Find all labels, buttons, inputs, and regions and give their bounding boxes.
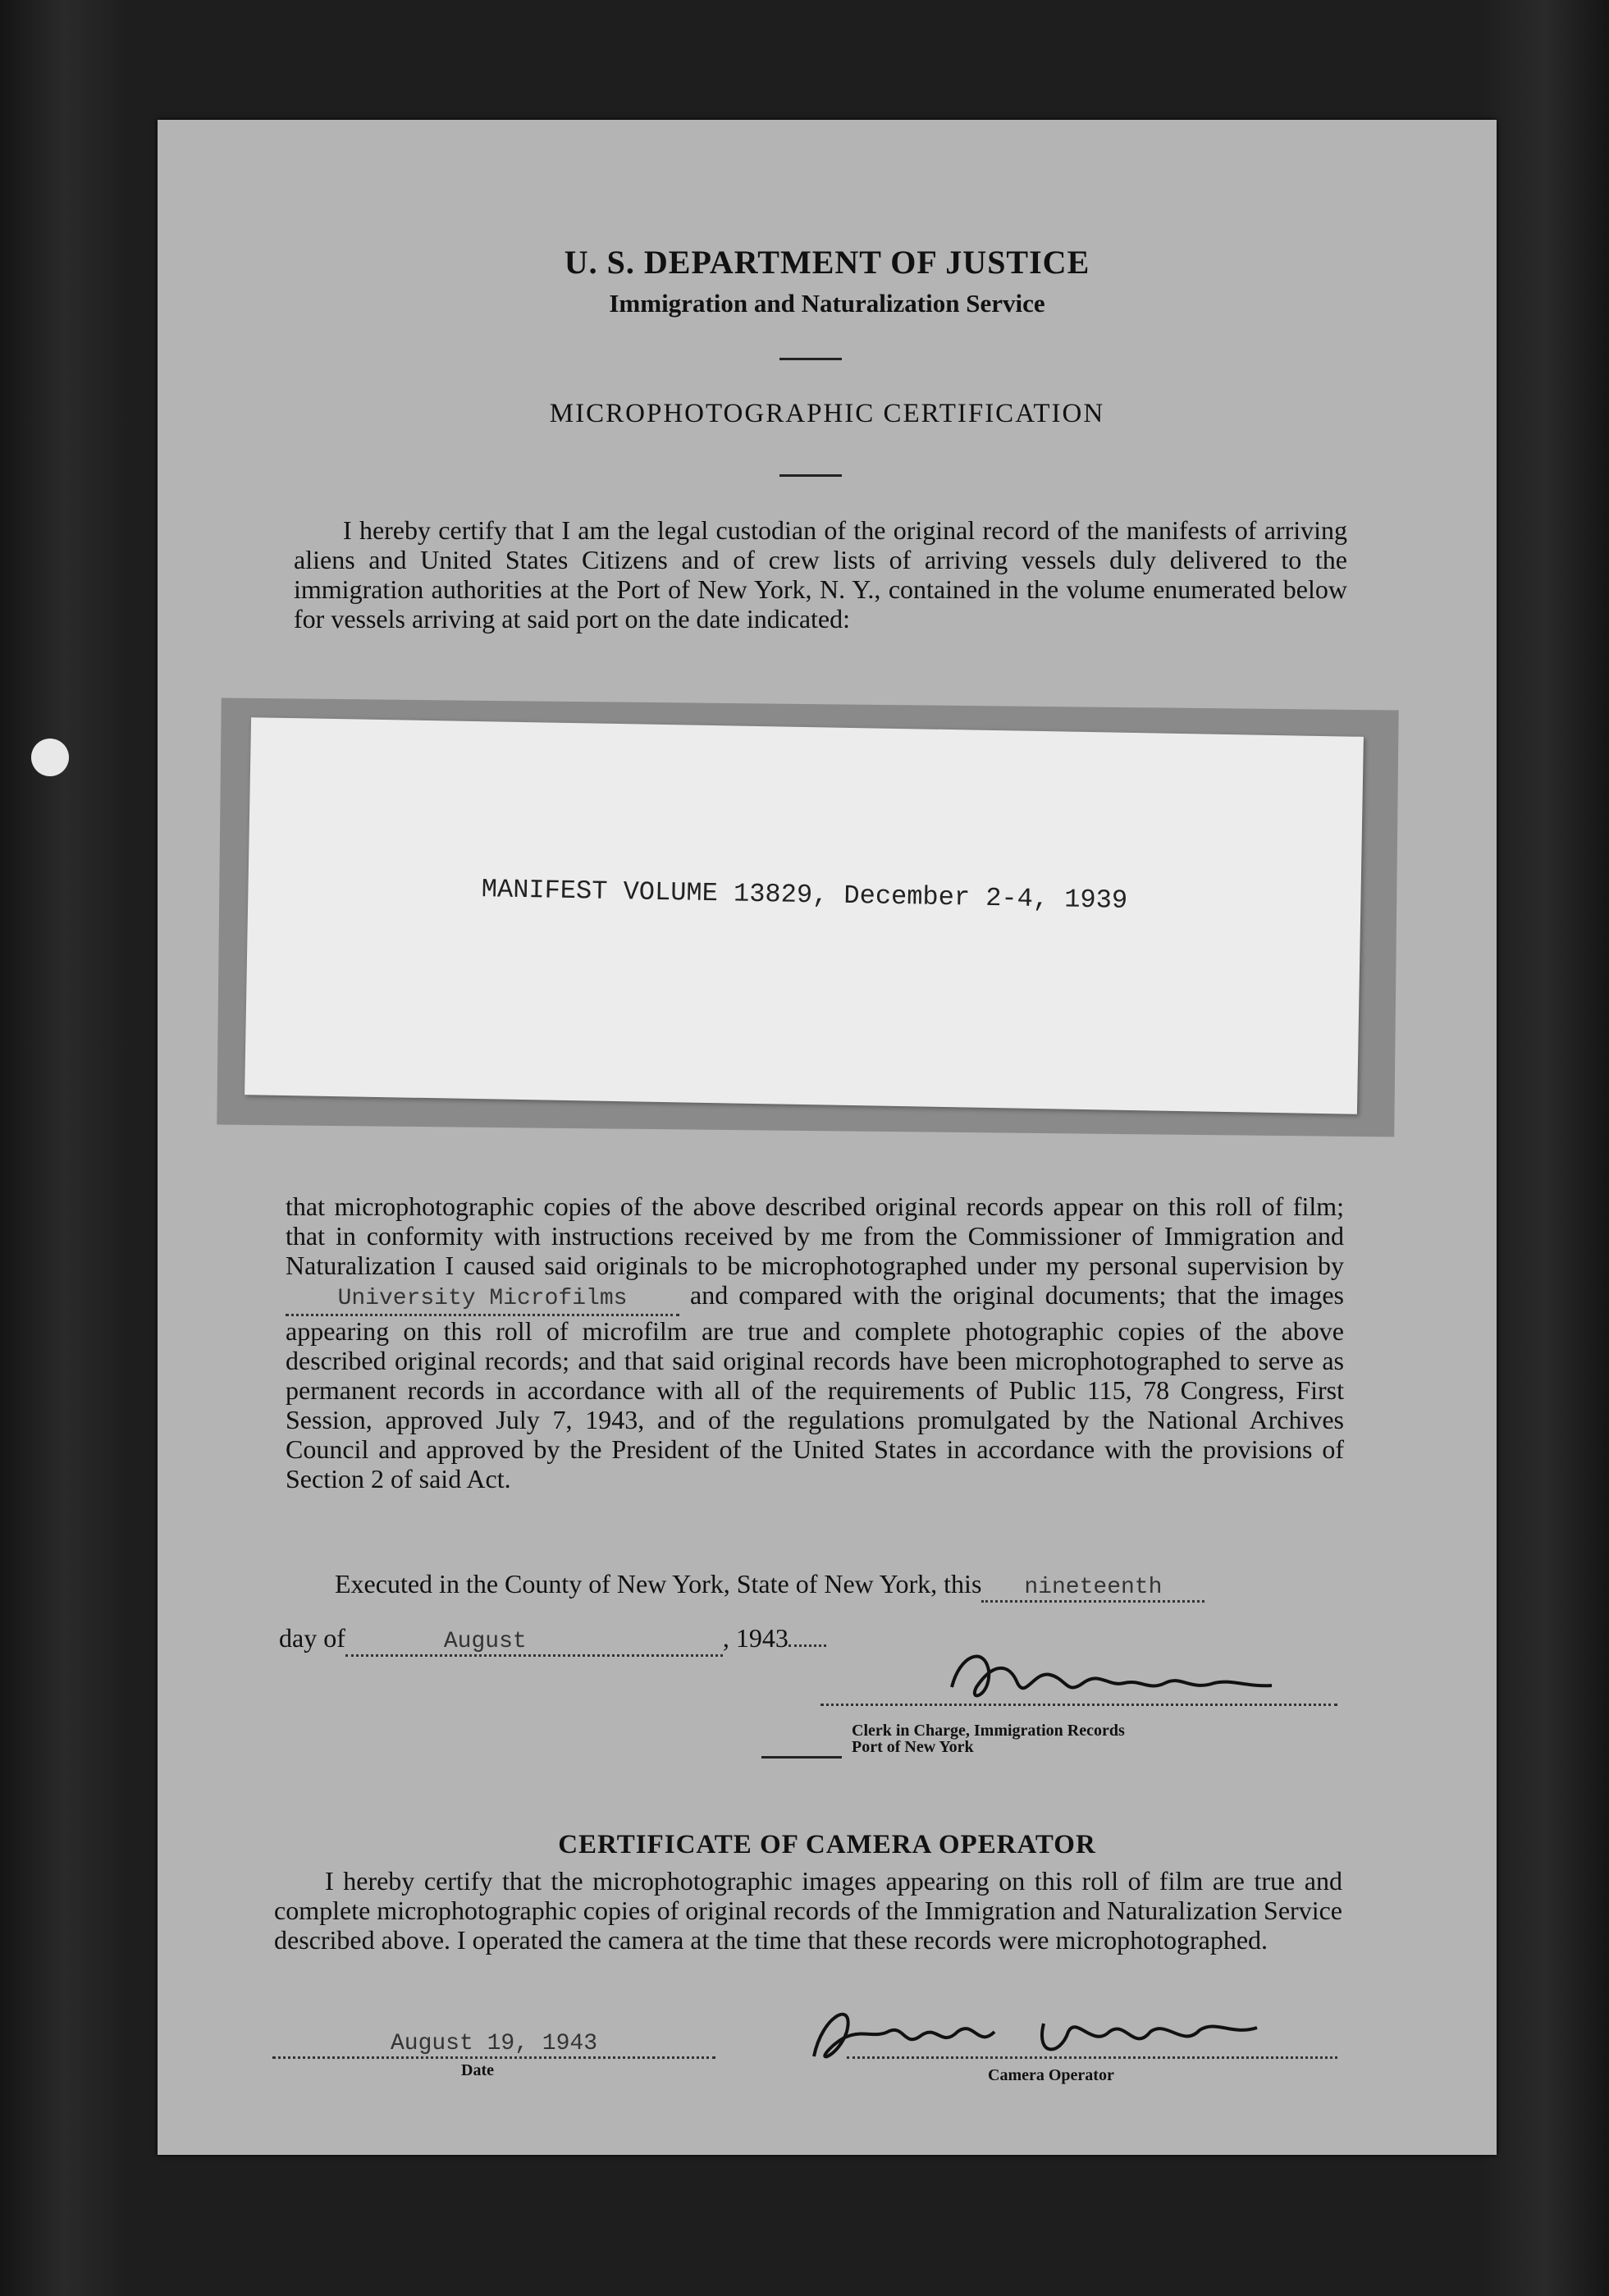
certificate-page bbox=[158, 120, 1497, 2155]
manifest-insert-card bbox=[245, 717, 1364, 1114]
camera-certificate-title: CERTIFICATE OF CAMERA OPERATOR bbox=[558, 1830, 1096, 1859]
divider bbox=[779, 474, 842, 477]
year-prefix: , 194 bbox=[722, 1623, 775, 1653]
executed-line bbox=[335, 1569, 1204, 1603]
day-of-label: day of bbox=[279, 1623, 345, 1653]
service-subheading: Immigration and Naturalization Service bbox=[609, 289, 1045, 318]
camera-date-dots bbox=[272, 2025, 715, 2059]
certification-title: MICROPHOTOGRAPHIC CERTIFICATION bbox=[549, 399, 1105, 428]
filmer-field bbox=[286, 1280, 679, 1316]
day-field bbox=[981, 1569, 1204, 1603]
camera-date-value: August 19, 1943 bbox=[390, 2031, 598, 2056]
month-field bbox=[345, 1623, 723, 1657]
date-label: Date bbox=[461, 2061, 494, 2079]
certification-paragraph bbox=[286, 1191, 1344, 1493]
operator-label: Camera Operator bbox=[988, 2066, 1114, 2084]
certification-text-part2: and compared with the original documents; that the images appearing on this roll of microfilm are true and complete photographic copies of the above described original records; and that said original records have been microphotographed to serve as permanent records in accordance with all of the requirements of Public 115, 78 Congress, First Session, approved July 7, 1943, and of the regulations promulgated by the National Archives Council and approved by the President of the United States in accordance with the provisions of Section 2 of said Act. bbox=[286, 1280, 1345, 1493]
manifest-volume-text: MANIFEST VOLUME 13829, December 2-4, 1939 bbox=[481, 874, 1128, 916]
clerk-label-line1: Clerk in Charge, Immigration Records bbox=[852, 1722, 1125, 1740]
camera-certificate-paragraph: I hereby certify that the microphotographic images appearing on this roll of film are true and complete microphotographic copies of original records of the Immigration and Naturalization Service described above. I operated the camera at the time that these records were microphotographed. bbox=[274, 1866, 1342, 1955]
date-line bbox=[279, 1623, 826, 1657]
divider bbox=[761, 1756, 842, 1759]
filmer-value: University Microfilms bbox=[337, 1286, 628, 1311]
clerk-signature bbox=[944, 1638, 1288, 1712]
day-value: nineteenth bbox=[1024, 1575, 1163, 1600]
divider bbox=[779, 358, 842, 360]
clerk-label-line2: Port of New York bbox=[852, 1738, 974, 1756]
certification-text-part1: that microphotographic copies of the above described original records appear on this roll of film; that in conformity with instructions received by me from the Commissioner of Immigration and Naturalization I caused said originals to be microphotographed under my personal supervision by bbox=[286, 1191, 1344, 1280]
camera-date-field bbox=[272, 2025, 715, 2059]
film-punch-hole bbox=[31, 739, 69, 776]
custodian-paragraph: I hereby certify that I am the legal custodian of the original record of the manifests of arriving aliens and United States Citizens and of crew lists of arriving vessels duly delivered to the immigration authorities at the Port of New York, N. Y., contained in the volume enumerated below for vessels arriving at said port on the date indicated: bbox=[294, 515, 1347, 633]
year-dots bbox=[789, 1644, 826, 1647]
operator-signature bbox=[798, 1991, 1273, 2073]
department-heading: U. S. DEPARTMENT OF JUSTICE bbox=[564, 244, 1090, 281]
executed-text: Executed in the County of New York, State of New York, this bbox=[335, 1569, 982, 1599]
month-value: August bbox=[443, 1629, 527, 1654]
year-digit: 3 bbox=[775, 1623, 789, 1653]
